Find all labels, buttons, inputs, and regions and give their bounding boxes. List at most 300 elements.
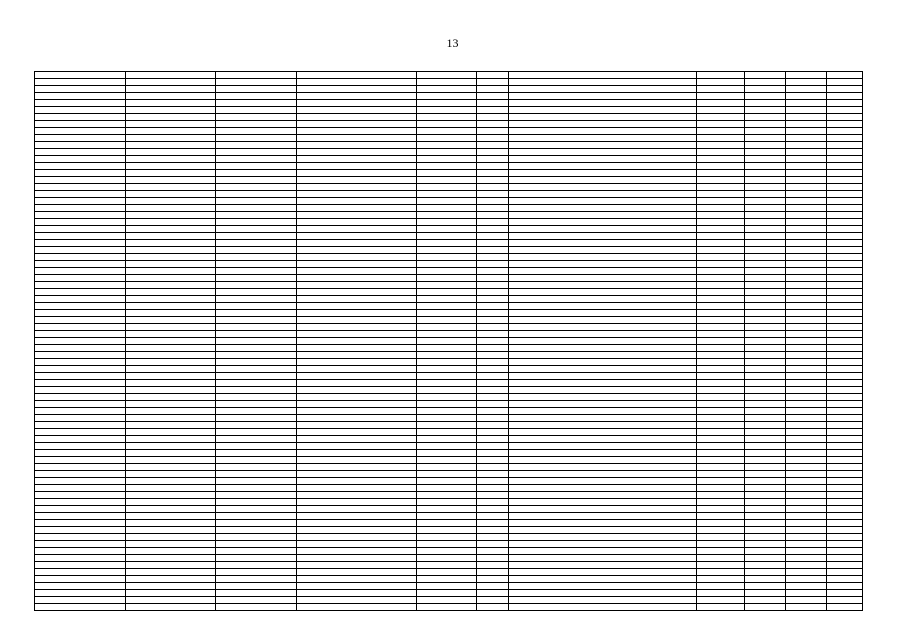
cell-plan-year — [697, 576, 745, 583]
cell-year — [477, 569, 509, 576]
cell-plan-year — [697, 464, 745, 471]
cell-street — [297, 464, 417, 471]
cell-street — [297, 352, 417, 359]
cell-street — [297, 534, 417, 541]
cell-end-year — [827, 569, 863, 576]
cell-work-type — [509, 359, 697, 366]
cell-count — [745, 583, 786, 590]
cell-end-year — [827, 464, 863, 471]
cell-year — [477, 457, 509, 464]
cell-end-year — [827, 163, 863, 170]
cell-year — [477, 275, 509, 282]
table-row — [35, 170, 863, 177]
document-table — [34, 71, 863, 611]
cell-house — [417, 408, 477, 415]
cell-work-type — [509, 562, 697, 569]
table-row — [35, 513, 863, 520]
cell-start-year — [786, 149, 827, 156]
cell-street — [297, 107, 417, 114]
cell-locality — [216, 170, 297, 177]
cell-plan-year — [697, 506, 745, 513]
cell-work-type — [509, 205, 697, 212]
cell-plan-year — [697, 93, 745, 100]
cell-start-year — [786, 72, 827, 79]
cell-plan-year — [697, 282, 745, 289]
cell-plan-year — [697, 226, 745, 233]
cell-end-year — [827, 128, 863, 135]
cell-city — [126, 366, 216, 373]
cell-plan-year — [697, 198, 745, 205]
cell-locality — [216, 394, 297, 401]
cell-house — [417, 331, 477, 338]
table-row — [35, 485, 863, 492]
table-row — [35, 93, 863, 100]
cell-street — [297, 156, 417, 163]
cell-district — [35, 128, 126, 135]
cell-plan-year — [697, 527, 745, 534]
cell-street — [297, 401, 417, 408]
cell-house — [417, 485, 477, 492]
cell-house — [417, 177, 477, 184]
cell-street — [297, 79, 417, 86]
cell-year — [477, 492, 509, 499]
cell-work-type — [509, 443, 697, 450]
cell-city — [126, 163, 216, 170]
cell-year — [477, 394, 509, 401]
cell-locality — [216, 289, 297, 296]
cell-work-type — [509, 135, 697, 142]
cell-count — [745, 261, 786, 268]
cell-locality — [216, 331, 297, 338]
cell-year — [477, 443, 509, 450]
cell-year — [477, 478, 509, 485]
cell-count — [745, 86, 786, 93]
cell-district — [35, 359, 126, 366]
cell-house — [417, 191, 477, 198]
cell-end-year — [827, 338, 863, 345]
cell-locality — [216, 597, 297, 604]
cell-count — [745, 562, 786, 569]
cell-locality — [216, 79, 297, 86]
cell-street — [297, 387, 417, 394]
cell-house — [417, 478, 477, 485]
table-row — [35, 520, 863, 527]
cell-plan-year — [697, 275, 745, 282]
cell-end-year — [827, 520, 863, 527]
cell-street — [297, 212, 417, 219]
cell-count — [745, 394, 786, 401]
cell-work-type — [509, 198, 697, 205]
cell-start-year — [786, 359, 827, 366]
cell-street — [297, 142, 417, 149]
cell-start-year — [786, 464, 827, 471]
cell-end-year — [827, 114, 863, 121]
cell-district — [35, 233, 126, 240]
cell-year — [477, 296, 509, 303]
cell-district — [35, 268, 126, 275]
cell-work-type — [509, 394, 697, 401]
cell-start-year — [786, 114, 827, 121]
cell-end-year — [827, 590, 863, 597]
table-row — [35, 443, 863, 450]
cell-start-year — [786, 478, 827, 485]
cell-plan-year — [697, 471, 745, 478]
table-row — [35, 429, 863, 436]
cell-city — [126, 331, 216, 338]
cell-end-year — [827, 513, 863, 520]
cell-start-year — [786, 485, 827, 492]
cell-street — [297, 429, 417, 436]
cell-year — [477, 135, 509, 142]
table-row — [35, 100, 863, 107]
cell-house — [417, 303, 477, 310]
cell-year — [477, 282, 509, 289]
cell-plan-year — [697, 450, 745, 457]
cell-city — [126, 282, 216, 289]
cell-city — [126, 380, 216, 387]
cell-count — [745, 443, 786, 450]
table-row — [35, 149, 863, 156]
cell-count — [745, 338, 786, 345]
cell-house — [417, 590, 477, 597]
cell-year — [477, 485, 509, 492]
cell-end-year — [827, 394, 863, 401]
cell-house — [417, 163, 477, 170]
cell-end-year — [827, 527, 863, 534]
cell-start-year — [786, 212, 827, 219]
cell-city — [126, 541, 216, 548]
cell-count — [745, 555, 786, 562]
cell-city — [126, 254, 216, 261]
cell-year — [477, 429, 509, 436]
cell-city — [126, 135, 216, 142]
cell-house — [417, 373, 477, 380]
cell-end-year — [827, 310, 863, 317]
cell-plan-year — [697, 345, 745, 352]
table-row — [35, 534, 863, 541]
cell-plan-year — [697, 72, 745, 79]
cell-district — [35, 142, 126, 149]
cell-work-type — [509, 282, 697, 289]
cell-street — [297, 310, 417, 317]
cell-plan-year — [697, 373, 745, 380]
cell-locality — [216, 562, 297, 569]
cell-city — [126, 86, 216, 93]
cell-count — [745, 597, 786, 604]
cell-city — [126, 303, 216, 310]
cell-locality — [216, 107, 297, 114]
table-row — [35, 569, 863, 576]
cell-street — [297, 345, 417, 352]
cell-end-year — [827, 436, 863, 443]
cell-locality — [216, 373, 297, 380]
cell-locality — [216, 93, 297, 100]
cell-year — [477, 338, 509, 345]
cell-street — [297, 72, 417, 79]
cell-count — [745, 114, 786, 121]
cell-street — [297, 296, 417, 303]
cell-work-type — [509, 597, 697, 604]
cell-house — [417, 268, 477, 275]
cell-city — [126, 373, 216, 380]
cell-count — [745, 415, 786, 422]
cell-year — [477, 128, 509, 135]
cell-year — [477, 114, 509, 121]
cell-plan-year — [697, 107, 745, 114]
cell-street — [297, 394, 417, 401]
cell-start-year — [786, 331, 827, 338]
cell-count — [745, 79, 786, 86]
cell-start-year — [786, 555, 827, 562]
table-row — [35, 107, 863, 114]
cell-work-type — [509, 107, 697, 114]
cell-work-type — [509, 191, 697, 198]
cell-plan-year — [697, 597, 745, 604]
cell-house — [417, 597, 477, 604]
cell-start-year — [786, 520, 827, 527]
cell-end-year — [827, 345, 863, 352]
cell-start-year — [786, 261, 827, 268]
cell-house — [417, 380, 477, 387]
cell-end-year — [827, 100, 863, 107]
cell-year — [477, 352, 509, 359]
cell-house — [417, 471, 477, 478]
cell-end-year — [827, 212, 863, 219]
cell-city — [126, 268, 216, 275]
cell-plan-year — [697, 128, 745, 135]
cell-locality — [216, 198, 297, 205]
cell-plan-year — [697, 170, 745, 177]
cell-work-type — [509, 184, 697, 191]
table-row — [35, 562, 863, 569]
cell-plan-year — [697, 422, 745, 429]
cell-house — [417, 135, 477, 142]
cell-house — [417, 429, 477, 436]
cell-city — [126, 100, 216, 107]
cell-street — [297, 436, 417, 443]
cell-street — [297, 170, 417, 177]
cell-district — [35, 394, 126, 401]
cell-end-year — [827, 450, 863, 457]
cell-district — [35, 226, 126, 233]
cell-plan-year — [697, 310, 745, 317]
cell-street — [297, 268, 417, 275]
cell-district — [35, 205, 126, 212]
cell-end-year — [827, 380, 863, 387]
table-row — [35, 576, 863, 583]
cell-district — [35, 597, 126, 604]
cell-start-year — [786, 492, 827, 499]
cell-house — [417, 233, 477, 240]
cell-count — [745, 506, 786, 513]
cell-city — [126, 338, 216, 345]
cell-locality — [216, 163, 297, 170]
cell-year — [477, 541, 509, 548]
cell-count — [745, 457, 786, 464]
table-row — [35, 436, 863, 443]
table-row — [35, 79, 863, 86]
cell-start-year — [786, 422, 827, 429]
cell-count — [745, 149, 786, 156]
cell-locality — [216, 72, 297, 79]
cell-house — [417, 184, 477, 191]
cell-work-type — [509, 555, 697, 562]
cell-house — [417, 121, 477, 128]
cell-work-type — [509, 464, 697, 471]
cell-locality — [216, 520, 297, 527]
cell-plan-year — [697, 555, 745, 562]
cell-end-year — [827, 548, 863, 555]
cell-district — [35, 492, 126, 499]
cell-start-year — [786, 86, 827, 93]
cell-city — [126, 387, 216, 394]
cell-count — [745, 541, 786, 548]
cell-house — [417, 205, 477, 212]
cell-start-year — [786, 219, 827, 226]
cell-count — [745, 282, 786, 289]
cell-house — [417, 520, 477, 527]
cell-street — [297, 254, 417, 261]
cell-start-year — [786, 548, 827, 555]
cell-end-year — [827, 296, 863, 303]
cell-city — [126, 534, 216, 541]
cell-house — [417, 219, 477, 226]
cell-start-year — [786, 436, 827, 443]
table-row — [35, 499, 863, 506]
table-row — [35, 590, 863, 597]
cell-locality — [216, 604, 297, 611]
cell-house — [417, 86, 477, 93]
cell-work-type — [509, 373, 697, 380]
cell-plan-year — [697, 366, 745, 373]
cell-street — [297, 471, 417, 478]
cell-work-type — [509, 142, 697, 149]
cell-count — [745, 548, 786, 555]
cell-street — [297, 450, 417, 457]
cell-house — [417, 394, 477, 401]
cell-city — [126, 205, 216, 212]
cell-plan-year — [697, 387, 745, 394]
cell-start-year — [786, 394, 827, 401]
cell-district — [35, 324, 126, 331]
cell-house — [417, 156, 477, 163]
cell-count — [745, 219, 786, 226]
cell-work-type — [509, 275, 697, 282]
cell-city — [126, 422, 216, 429]
cell-plan-year — [697, 352, 745, 359]
cell-year — [477, 163, 509, 170]
cell-plan-year — [697, 86, 745, 93]
cell-start-year — [786, 177, 827, 184]
cell-count — [745, 184, 786, 191]
cell-end-year — [827, 233, 863, 240]
cell-work-type — [509, 520, 697, 527]
cell-plan-year — [697, 541, 745, 548]
cell-year — [477, 401, 509, 408]
cell-start-year — [786, 506, 827, 513]
cell-locality — [216, 233, 297, 240]
cell-start-year — [786, 387, 827, 394]
cell-plan-year — [697, 408, 745, 415]
cell-city — [126, 345, 216, 352]
cell-plan-year — [697, 205, 745, 212]
cell-street — [297, 569, 417, 576]
cell-city — [126, 450, 216, 457]
cell-street — [297, 520, 417, 527]
cell-district — [35, 240, 126, 247]
table-row — [35, 247, 863, 254]
cell-street — [297, 485, 417, 492]
cell-end-year — [827, 331, 863, 338]
table-row — [35, 555, 863, 562]
cell-district — [35, 261, 126, 268]
cell-year — [477, 583, 509, 590]
cell-district — [35, 282, 126, 289]
cell-house — [417, 338, 477, 345]
cell-work-type — [509, 324, 697, 331]
cell-district — [35, 604, 126, 611]
table-row — [35, 191, 863, 198]
cell-city — [126, 233, 216, 240]
cell-street — [297, 408, 417, 415]
cell-street — [297, 548, 417, 555]
cell-locality — [216, 576, 297, 583]
cell-start-year — [786, 534, 827, 541]
cell-house — [417, 275, 477, 282]
cell-work-type — [509, 331, 697, 338]
cell-count — [745, 499, 786, 506]
cell-work-type — [509, 513, 697, 520]
cell-count — [745, 205, 786, 212]
cell-street — [297, 114, 417, 121]
cell-district — [35, 380, 126, 387]
cell-house — [417, 282, 477, 289]
cell-locality — [216, 492, 297, 499]
cell-district — [35, 247, 126, 254]
cell-city — [126, 520, 216, 527]
cell-work-type — [509, 506, 697, 513]
cell-count — [745, 359, 786, 366]
cell-count — [745, 303, 786, 310]
cell-work-type — [509, 317, 697, 324]
table-row — [35, 121, 863, 128]
cell-count — [745, 296, 786, 303]
cell-street — [297, 338, 417, 345]
cell-start-year — [786, 408, 827, 415]
cell-street — [297, 240, 417, 247]
cell-city — [126, 555, 216, 562]
cell-end-year — [827, 387, 863, 394]
cell-city — [126, 114, 216, 121]
cell-plan-year — [697, 177, 745, 184]
cell-work-type — [509, 583, 697, 590]
cell-work-type — [509, 177, 697, 184]
table-row — [35, 583, 863, 590]
cell-district — [35, 457, 126, 464]
cell-street — [297, 205, 417, 212]
cell-count — [745, 226, 786, 233]
cell-district — [35, 289, 126, 296]
cell-work-type — [509, 450, 697, 457]
cell-work-type — [509, 408, 697, 415]
cell-house — [417, 562, 477, 569]
cell-house — [417, 100, 477, 107]
table-row — [35, 135, 863, 142]
cell-plan-year — [697, 100, 745, 107]
cell-end-year — [827, 79, 863, 86]
cell-city — [126, 464, 216, 471]
cell-locality — [216, 541, 297, 548]
